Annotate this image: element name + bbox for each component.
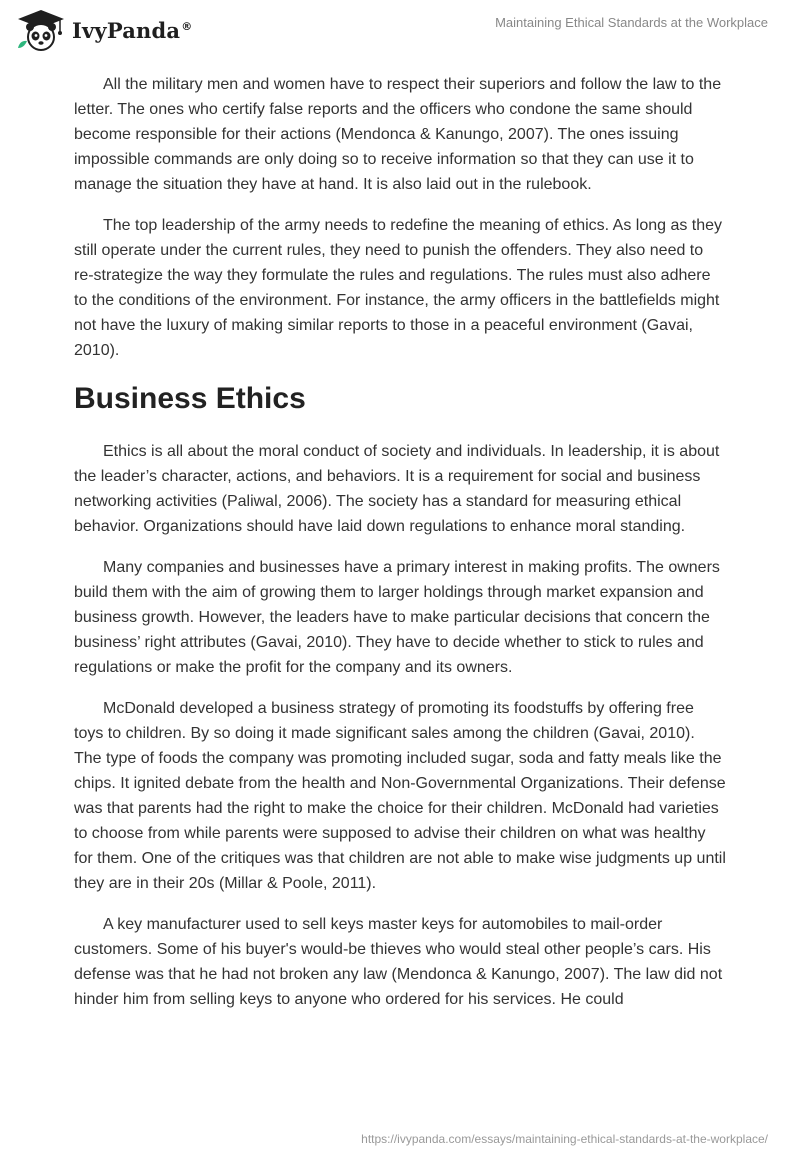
paragraph: Many companies and businesses have a primary interest in making profits. The owners build them with the aim of growing them to larger holdings through market expansion and business growth. However, the leaders have to make particular decisions that concern the business’ right attributes (Gavai, 2010). They have to decide whether to stick to rules and regulations or make the profit for the company and its owners. <box>74 559 720 676</box>
brand-logo[interactable] <box>14 8 192 52</box>
paragraph: A key manufacturer used to sell keys master keys for automobiles to mail-order customers. Some of his buyer's would-be thieves who would steal other people’s cars. His defense was that he had not broken any law (Mendonca & Kanungo, 2007). The law did not hinder him from selling keys to anyone who ordered for his services. He could <box>74 916 723 1008</box>
paragraph: The top leadership of the army needs to redefine the meaning of ethics. As long as they still operate under the current rules, they need to punish the offenders. They also need to re-strategize the way they formulate the rules and regulations. The rules must also adhere to the conditions of the environment. For instance, the army officers in the battlefields might not have the luxury of making similar reports to those in a peaceful environment (Gavai, 2010). <box>74 217 723 359</box>
page-header <box>0 0 800 60</box>
document-title: Maintaining Ethical Standards at the Workplace <box>495 15 768 30</box>
brand-name: IvyPanda® <box>72 17 193 43</box>
registered-mark: ® <box>181 19 193 33</box>
essay-content <box>74 72 726 1028</box>
paragraph: Ethics is all about the moral conduct of society and individuals. In leadership, it is about the leader’s character, actions, and behaviors. It is a requirement for social and business networking activities (Paliwal, 2006). The society has a standard for measuring ethical behavior. Organizations should have laid down regulations to enhance moral standing. <box>74 443 720 535</box>
panda-logo-icon <box>14 8 68 52</box>
source-url[interactable]: https://ivypanda.com/essays/maintaining-ethical-standards-at-the-workplace/ <box>361 1132 768 1146</box>
paragraph: McDonald developed a business strategy of promoting its foodstuffs by offering free toys to children. By so doing it made significant sales among the children (Gavai, 2010). The type of foods the company was promoting included sugar, soda and fatty meals like the chips. It ignited debate from the health and Non-Governmental Organizations. Their defense was that parents had the right to make the choice for their children. McDonald had varieties to choose from while parents were supposed to advise their children on what was healthy for them. One of the critiques was that children are not able to make wise judgments up until they are in their 20s (Millar & Poole, 2011). <box>74 700 726 892</box>
section-heading: Business Ethics <box>74 382 306 415</box>
paragraph: All the military men and women have to respect their superiors and follow the law to the letter. The ones who certify false reports and the officers who condone the same should become responsible for their actions (Mendonca & Kanungo, 2007). The ones issuing impossible commands are only doing so to receive information so that they can use it to manage the situation they have at hand. It is also laid out in the rulebook. <box>74 76 722 193</box>
